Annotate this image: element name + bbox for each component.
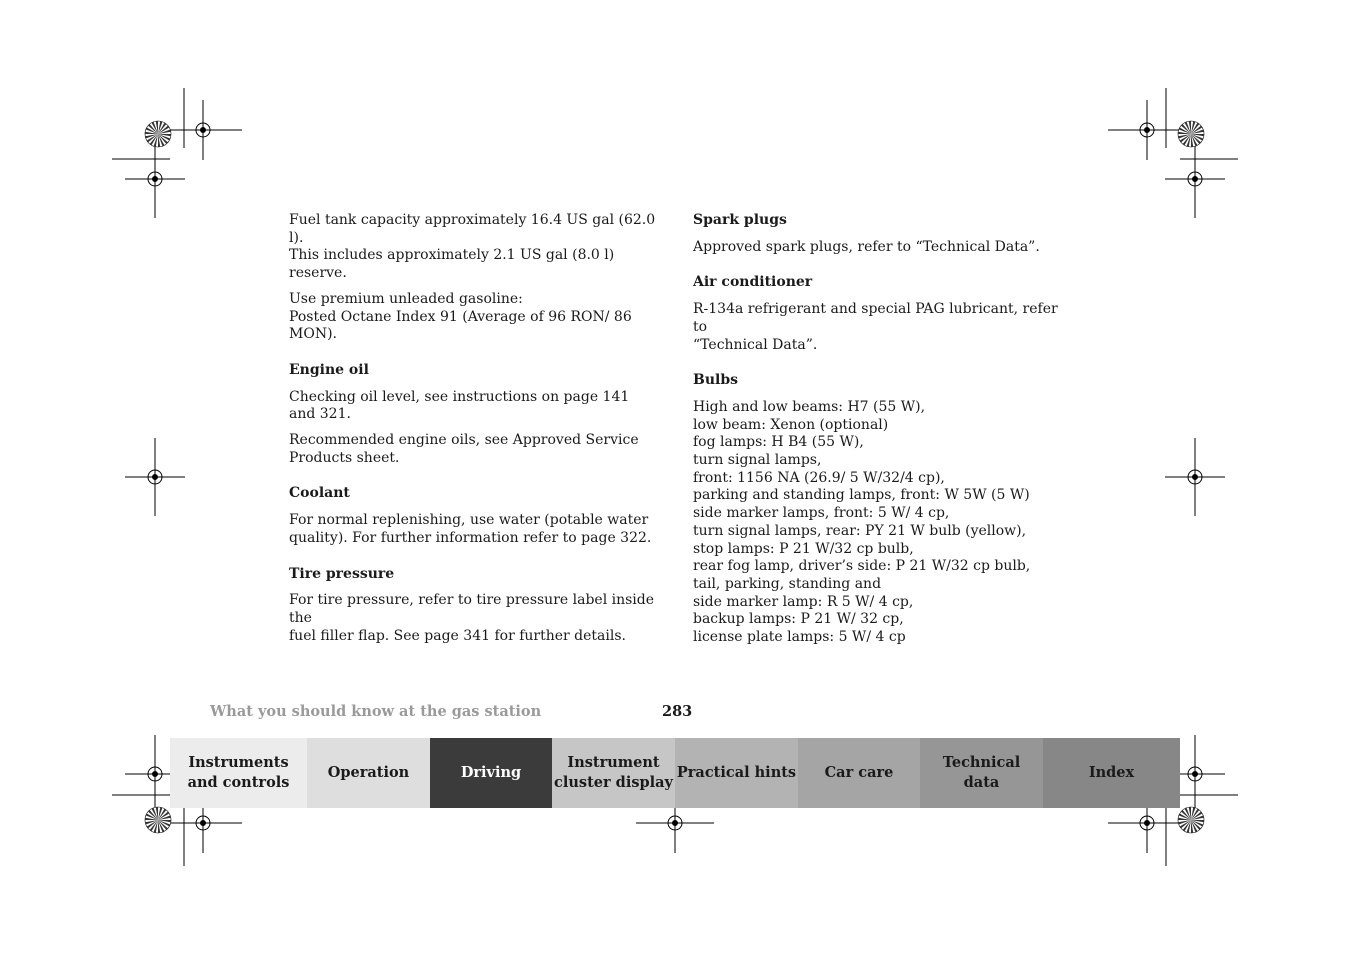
nav-tab-operation[interactable]: Operation xyxy=(307,738,430,808)
registration-crosshair xyxy=(1165,438,1225,516)
paragraph: Recommended engine oils, see Approved Service Products sheet. xyxy=(289,432,639,466)
section-heading: Tire pressure xyxy=(289,565,395,582)
nav-tab-instruments-and-controls[interactable]: Instruments and controls xyxy=(170,738,307,808)
section-nav-bar xyxy=(170,738,1180,808)
registration-crosshair xyxy=(125,140,185,218)
page-number: 283 xyxy=(662,703,693,720)
section-title: What you should know at the gas station xyxy=(210,703,542,720)
nav-tab-practical-hints[interactable]: Practical hints xyxy=(675,738,798,808)
paragraph: High and low beams: H7 (55 W), low beam: Xenon (optional) fog lamps: H B4 (55 W), turn signal lamps, front: 1156 NA (26.9/ 5 W/32/4 cp), parking and standing lamps, front: W 5W (5 W) side marker lamps, front: 5 W/ 4 cp, turn signal lamps, rear: PY 21 W bulb (yellow), stop lamps: P 21 W/32 cp bulb, rear fog lamp, driver’s side: P 21 W/32 cp bulb, tail, parking, standing and side marker lamp: R 5 W/ 4 cp, backup lamps: P 21 W/ 32 cp, license plate lamps: 5 W/ 4 cp xyxy=(693,398,1031,646)
paragraph: For tire pressure, refer to tire pressure label inside the fuel filler flap. See page 341 for further details. xyxy=(289,592,655,644)
registration-crosshair xyxy=(1165,140,1225,218)
paragraph: Fuel tank capacity approximately 16.4 US gal (62.0 l). This includes approximately 2.1 US gal (8.0 l) reserve. xyxy=(289,212,656,282)
left-column xyxy=(289,212,669,653)
registration-crosshair xyxy=(164,100,242,160)
starburst-target xyxy=(1178,121,1204,147)
paragraph: Checking oil level, see instructions on page 141 and 321. xyxy=(289,388,630,423)
starburst-target xyxy=(1178,807,1204,833)
nav-tab-index[interactable]: Index xyxy=(1043,738,1180,808)
nav-tab-instrument-cluster-display[interactable]: Instrument cluster display xyxy=(552,738,675,808)
paragraph: Use premium unleaded gasoline: Posted Octane Index 91 (Average of 96 RON/ 86 MON). xyxy=(289,290,632,343)
section-heading: Engine oil xyxy=(289,361,369,378)
section-heading: Air conditioner xyxy=(693,274,813,291)
paragraph: For normal replenishing, use water (potable water quality). For further information refer to page 322. xyxy=(289,512,652,546)
paragraph: R-134a refrigerant and special PAG lubricant, refer to “Technical Data”. xyxy=(693,301,1058,353)
section-heading: Bulbs xyxy=(693,372,739,389)
nav-tab-driving[interactable]: Driving xyxy=(430,738,552,808)
registration-crosshair xyxy=(125,438,185,516)
paragraph: Approved spark plugs, refer to “Technical Data”. xyxy=(693,238,1040,255)
registration-crosshair xyxy=(1108,100,1186,160)
section-heading: Coolant xyxy=(289,485,350,502)
starburst-target xyxy=(145,121,171,147)
nav-tab-technical-data[interactable]: Technical data xyxy=(920,738,1043,808)
section-heading: Spark plugs xyxy=(693,212,787,228)
starburst-target xyxy=(145,807,171,833)
right-column xyxy=(693,212,1063,655)
nav-tab-car-care[interactable]: Car care xyxy=(798,738,920,808)
